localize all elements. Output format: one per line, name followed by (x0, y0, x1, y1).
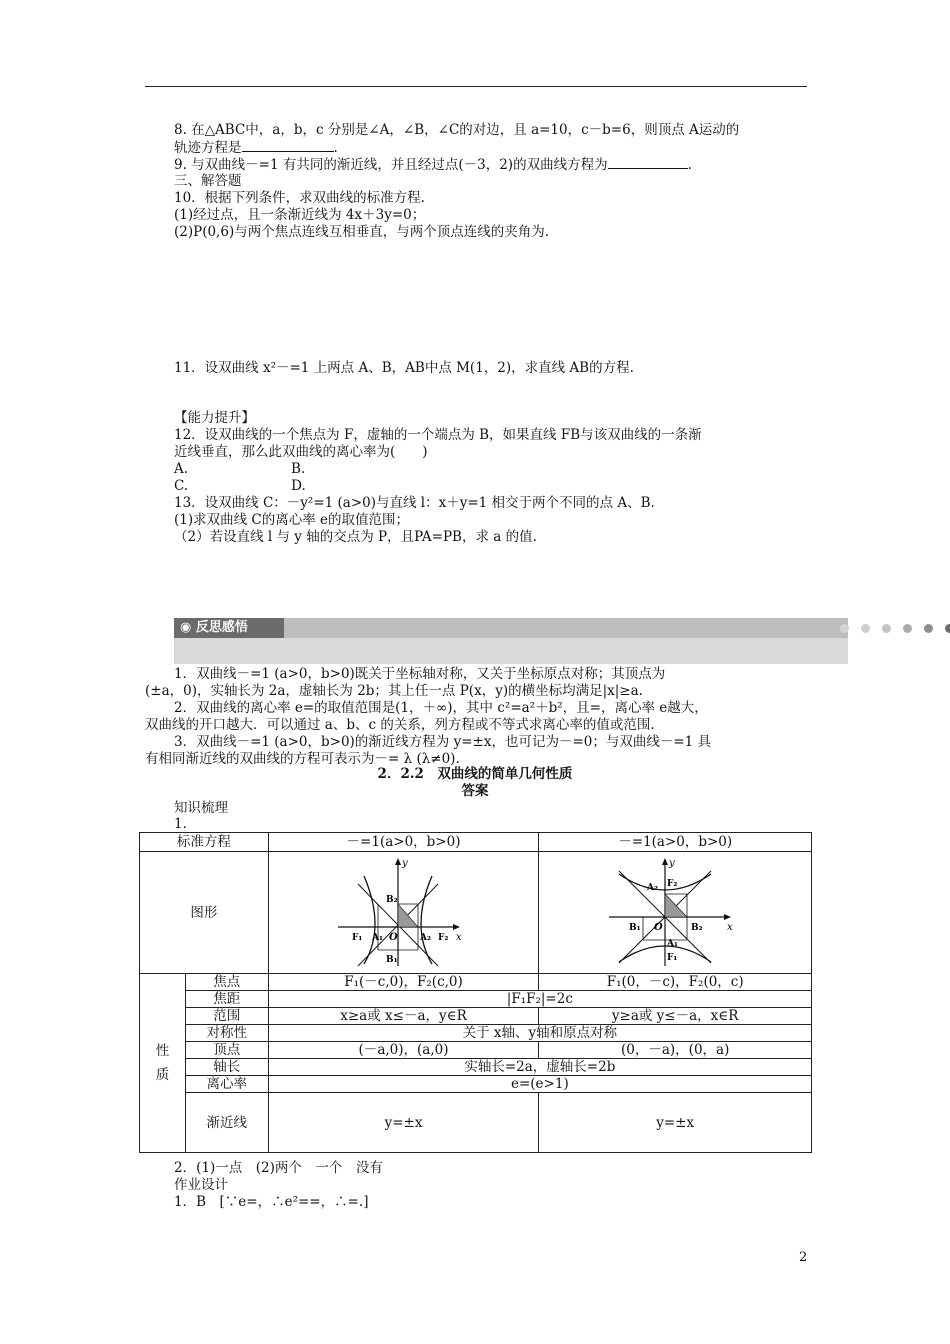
origin-label: O (654, 921, 663, 933)
vertex-1: (－a,0)，(a,0) (268, 1042, 539, 1059)
question-9-end: . (687, 157, 692, 173)
answer-section-title: 2．2.2 双曲线的简单几何性质 (377, 766, 573, 782)
vertex-2: (0，－a)，(0，a) (539, 1042, 812, 1059)
focus-2: F₁(0，－c)，F₂(0，c) (539, 974, 812, 991)
asymptote-2: y=±x (539, 1093, 812, 1153)
question-10-part1: (1)经过点，且一条渐近线为 4x＋3y=0； (174, 207, 426, 223)
axis-y-label: y (401, 857, 408, 869)
symmetry-label: 对称性 (185, 1025, 268, 1042)
range-2: y≥a或 y≤－a，x∈R (539, 1008, 812, 1025)
homework-heading: 作业设计 (174, 1177, 228, 1193)
axis-length-label: 轴长 (185, 1059, 268, 1076)
std-eq-1: －=1(a>0，b>0) (268, 833, 539, 852)
point-a2-label: A₂ (419, 932, 431, 943)
section-heading: 三、解答题 (174, 173, 242, 189)
axis-x-label: x (727, 921, 733, 933)
banner-strip (284, 618, 848, 638)
header-rule (145, 86, 807, 87)
dot-icon (861, 624, 870, 633)
point-b2-label: B₂ (385, 894, 398, 905)
question-8-line1: 8. 在△ABC中，a，b，c 分别是∠A，∠B，∠C的对边，且 a=10，c－b=6，则顶点 A运动的 (174, 122, 740, 138)
point-b1-label: B₁ (629, 922, 641, 933)
point-a1-label: A₁ (667, 938, 679, 949)
question-12-options-ab: A. B. (174, 461, 306, 477)
properties-table (139, 832, 812, 1153)
focal-distance-label: 焦距 (185, 991, 268, 1008)
question-10: 10．根据下列条件，求双曲线的标准方程. (174, 190, 425, 206)
item-number: 1. (174, 816, 187, 832)
question-10-part2: (2)P(0,6)与两个焦点连线互相垂直，与两个顶点连线的夹角为. (174, 224, 550, 240)
dot-icon (924, 624, 933, 633)
dot-icon (882, 624, 891, 633)
focal-distance: |F₁F₂|=2c (268, 991, 811, 1008)
hyperbola-y-figure (605, 854, 745, 968)
dot-icon (840, 624, 849, 633)
dot-icon (903, 624, 912, 633)
eccentricity-label: 离心率 (185, 1076, 268, 1093)
eccentricity: e=(e>1) (268, 1076, 811, 1093)
dot-icon (945, 624, 950, 633)
answer-1: 1．B [∵e=，∴e²==，∴=.] (174, 1194, 369, 1210)
point-b1-label: B₁ (385, 954, 398, 965)
reflection-2-line2: 双曲线的开口越大．可以通过 a、b、c 的关系，列方程或不等式求离心率的值或范围. (145, 717, 655, 733)
reflection-3-line2: 有相同渐近线的双曲线的方程可表示为－= λ (λ≠0). (145, 751, 460, 767)
point-b2-label: B₂ (691, 922, 703, 933)
std-eq-2: －=1(a>0，b>0) (539, 833, 812, 852)
question-8-text: 轨迹方程是 (174, 140, 242, 156)
axis-x-label: x (455, 931, 462, 943)
question-9-text: 9. 与双曲线－=1 有共同的渐近线，并且经过点(－3，2)的双曲线方程为 (174, 157, 608, 173)
question-8-line2 (174, 139, 338, 157)
hyperbola-x-figure (334, 854, 474, 968)
reflection-1-line1: 1．双曲线－=1 (a>0，b>0)既关于坐标轴对称，又关于坐标原点对称；其顶点为 (174, 666, 666, 682)
answer-heading: 答案 (461, 783, 489, 799)
axis-y-label: y (669, 857, 675, 869)
vertex-label: 顶点 (185, 1042, 268, 1059)
knowledge-heading: 知识梳理 (174, 800, 228, 816)
point-a2-label: A₂ (647, 882, 659, 893)
answer-blank[interactable] (608, 156, 688, 169)
point-a1-label: A₁ (371, 932, 383, 943)
answer-2: 2．(1)一点 (2)两个 一个 没有 (174, 1160, 383, 1176)
point-f2-label: F₂ (667, 878, 678, 889)
banner-title: ◉ 反思感悟 (174, 618, 284, 638)
range-label: 范围 (185, 1008, 268, 1025)
reflection-1-line2: (±a，0)，实轴长为 2a，虚轴长为 2b；其上任一点 P(x，y)的横坐标均满足|x|≥a. (145, 683, 643, 699)
graph-cell-1 (268, 852, 539, 974)
question-13-part1: (1)求双曲线 C的离心率 e的取值范围； (174, 512, 410, 528)
question-12-options-cd: C. D. (174, 478, 306, 494)
symmetry: 关于 x轴、y轴和原点对称 (268, 1025, 811, 1042)
page-number: 2 (799, 1250, 808, 1265)
point-f1-label: F₁ (351, 932, 362, 943)
origin-label: O (388, 931, 398, 943)
question-13: 13．设双曲线 C：－y²=1 (a>0)与直线 l：x＋y=1 相交于两个不同的点 A、B. (174, 495, 655, 511)
axis-length: 实轴长=2a，虚轴长=2b (268, 1059, 811, 1076)
question-13-part2: （2）若设直线 l 与 y 轴的交点为 P，且PA=PB，求 a 的值. (174, 529, 537, 545)
focus-label: 焦点 (185, 974, 268, 991)
question-9 (174, 156, 692, 174)
point-f2-label: F₂ (437, 932, 448, 943)
question-12-line1: 12．设双曲线的一个焦点为 F，虚轴的一个端点为 B，如果直线 FB与该双曲线的一条渐 (174, 427, 702, 443)
point-f1-label: F₁ (667, 952, 678, 963)
focus-1: F₁(－c,0)，F₂(c,0) (268, 974, 539, 991)
asymptote-label: 渐近线 (185, 1093, 268, 1153)
reflection-2-line1: 2．双曲线的离心率 e=的取值范围是(1，＋∞)，其中 c²=a²＋b²，且=，离心率 e越大， (174, 700, 708, 716)
question-11: 11．设双曲线 x²－=1 上两点 A、B，AB中点 M(1，2)，求直线 AB的方程. (174, 360, 634, 376)
range-1: x≥a或 x≤－a，y∈R (268, 1008, 539, 1025)
ability-heading: 【能力提升】 (174, 410, 255, 426)
answer-blank[interactable] (242, 139, 334, 152)
properties-label: 性 质 (140, 974, 186, 1153)
reflection-3-line1: 3．双曲线－=1 (a>0，b>0)的渐近线方程为 y=±x，也可记为－=0；与双曲线－=1 具 (174, 734, 712, 750)
reflection-banner (174, 618, 848, 664)
question-8-end: . (333, 140, 338, 156)
asymptote-1: y=±x (268, 1093, 539, 1153)
graph-label: 图形 (140, 852, 269, 974)
std-eq-label: 标准方程 (140, 833, 269, 852)
question-12-line2: 近线垂直，那么此双曲线的离心率为( ) (174, 444, 428, 460)
graph-cell-2 (539, 852, 812, 974)
